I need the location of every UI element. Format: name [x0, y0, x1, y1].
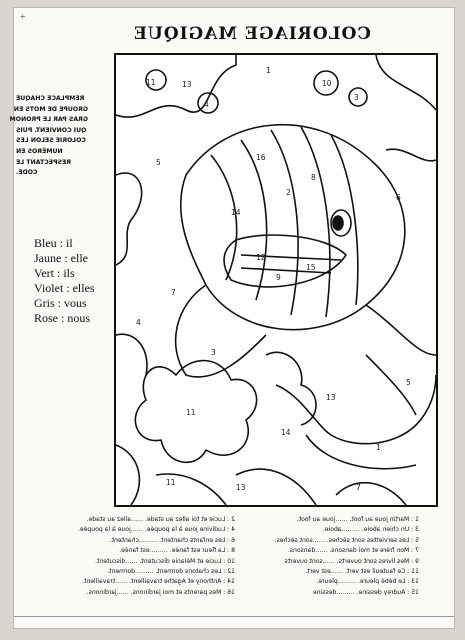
sentence-line: 13 : Le bébé pleure. ………pleure. [316, 578, 419, 586]
svg-text:5: 5 [156, 158, 161, 167]
sentence-line: 12 : Les chatons dorment. ………dorment. [107, 568, 235, 576]
svg-text:10: 10 [322, 79, 332, 88]
sentence-line: 15 : Audrey dessine. ………dessine [313, 588, 419, 596]
sentence-line: 8 : La fleur est fanée. ………est fanée. [119, 547, 235, 555]
corner-mark: + [20, 12, 26, 23]
svg-text:1: 1 [376, 443, 381, 452]
legend-item: Vert : ils [34, 266, 75, 280]
svg-text:5: 5 [406, 378, 411, 387]
page-bottom-rule [14, 616, 454, 617]
svg-text:4: 4 [204, 100, 209, 109]
instruction-line: QUI CONVIENT. PUIS [16, 126, 87, 134]
sentence-line: 7 : Mon frère et moi dansons. ……dansons. [287, 547, 419, 555]
svg-text:9: 9 [276, 273, 281, 282]
svg-text:14: 14 [281, 428, 291, 437]
sentence-line: 10 : Lucie et Mélanie discutent. ……discutent. [95, 557, 235, 565]
svg-text:12: 12 [256, 253, 266, 262]
svg-text:11: 11 [146, 78, 156, 87]
sentence-line: 5 : Les serviettes sont sèches. ……sont sèches. [274, 536, 419, 544]
sentences-column-right [50, 515, 235, 598]
legend-item: Rose : nous [34, 311, 91, 325]
region-numbers [136, 66, 411, 492]
svg-text:13: 13 [326, 393, 336, 402]
svg-text:3: 3 [354, 93, 359, 102]
page-title: COLORIAGE MAGIQUE [133, 24, 371, 44]
svg-text:13: 13 [236, 483, 246, 492]
instruction-line: GRAS PAR LE PRONOM [9, 116, 88, 124]
instructions-block [9, 94, 88, 179]
worksheet-page [9, 8, 454, 628]
legend-item: Gris : vous [34, 296, 87, 310]
sentence-line: 6 : Les enfants chantent. ………chantent. [109, 536, 235, 544]
instruction-line: CODE. [16, 169, 38, 177]
instruction-line: NUMÉROS EN [16, 147, 63, 155]
sentences-column-left [234, 515, 419, 598]
sentence-line: 4 : Ludivine joue à la poupée. ……joue à la poupée. [77, 526, 235, 534]
svg-text:11: 11 [166, 478, 176, 487]
legend-item: Jaune : elle [34, 251, 88, 265]
sentence-line: 2 : Lucie et toi allez au stade. ……allez au stade. [86, 516, 235, 523]
instruction-line: COLORIE SELON LES [16, 137, 86, 145]
svg-text:3: 3 [211, 348, 216, 357]
sentence-line: 3 : Un chien aboie. ………aboie. [322, 526, 419, 534]
svg-text:11: 11 [186, 408, 196, 417]
instruction-line: GROUPE DE MOTS EN [13, 105, 88, 113]
svg-text:15: 15 [306, 263, 316, 272]
svg-text:1: 1 [266, 66, 271, 75]
fish-coral-drawing [116, 55, 436, 505]
svg-text:4: 4 [136, 318, 141, 327]
legend-item: Violet : elles [34, 281, 95, 295]
color-legend [34, 236, 114, 326]
sentence-line: 1 : Martin joue au foot. ……joue au foot. [296, 516, 419, 523]
svg-text:6: 6 [396, 193, 401, 202]
svg-text:7: 7 [171, 288, 176, 297]
svg-text:14: 14 [231, 208, 241, 217]
svg-text:8: 8 [311, 173, 316, 182]
coloring-picture [114, 53, 438, 507]
sentence-line: 11 : Ce fauteuil est vert. ……est vert. [305, 568, 419, 576]
instruction-line: RESPECTANT LE [16, 158, 72, 166]
instruction-line: REMPLACE CHAQUE [16, 95, 85, 102]
sentence-line: 9 : Mes livres sont ouverts. ……sont ouverts [284, 557, 419, 565]
legend-item: Bleu : il [34, 236, 73, 250]
sentence-line: 16 : Mes parents et moi jardinons. ……jardinons. [86, 588, 235, 596]
sentence-line: 14 : Anthony et Agathe travaillent. ……travaillent. [82, 578, 235, 586]
svg-text:2: 2 [286, 188, 291, 197]
svg-text:7: 7 [356, 483, 361, 492]
svg-text:13: 13 [182, 80, 192, 89]
svg-text:16: 16 [256, 153, 266, 162]
